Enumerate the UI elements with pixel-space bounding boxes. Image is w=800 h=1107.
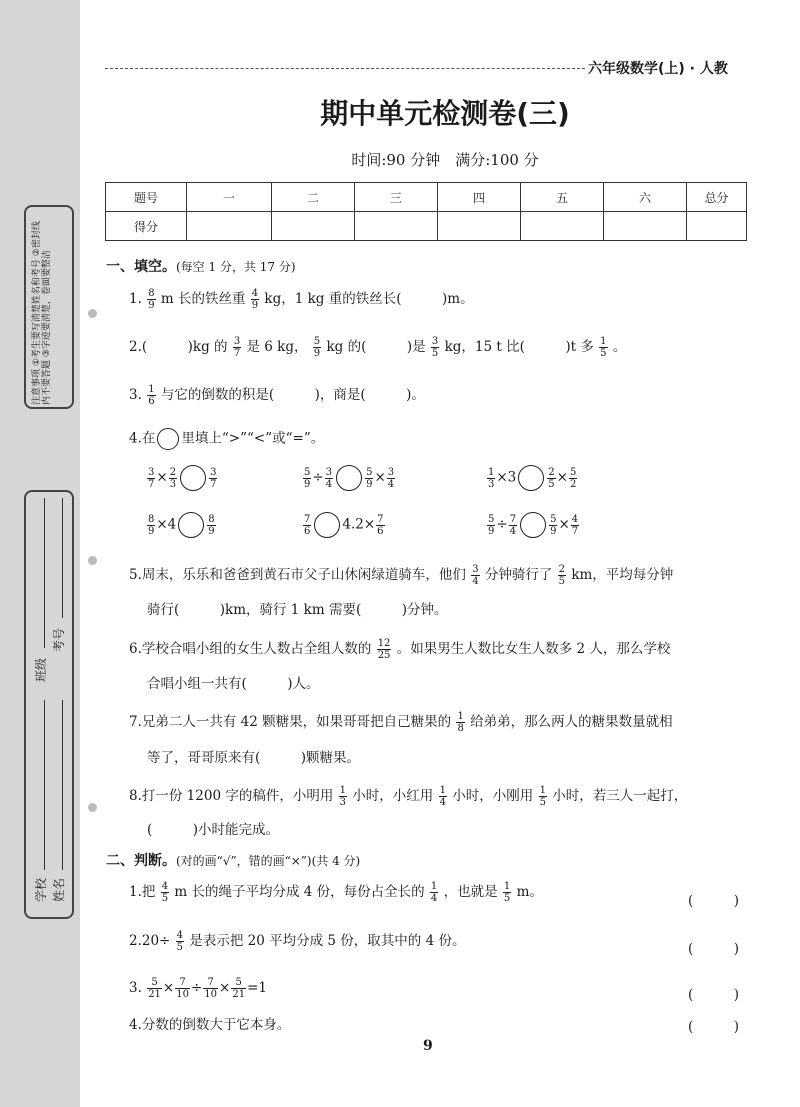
- fraction: [430, 881, 438, 904]
- operator: ×: [556, 469, 568, 486]
- q-text: 与它的倒数的积是( )，商是( )。: [160, 387, 425, 403]
- compare-circle[interactable]: [336, 465, 362, 491]
- frac-num: 1: [439, 785, 446, 796]
- frac-num: 8: [148, 288, 155, 299]
- section-note: (对的画“√”，错的画“×”)(共 4 分): [176, 854, 361, 868]
- frac-den: 4: [387, 478, 395, 490]
- compare-item: [302, 465, 396, 491]
- class-label: 班级: [34, 657, 48, 682]
- fraction: [365, 467, 373, 490]
- frac-den: 5: [539, 797, 546, 808]
- frac-den: 9: [313, 348, 321, 359]
- fraction: [571, 514, 579, 537]
- question-1-4: [129, 428, 324, 450]
- fraction: [175, 977, 190, 1000]
- q-text: 小时，小刚用: [452, 788, 534, 804]
- frac-den: 6: [148, 396, 155, 407]
- fraction: [209, 467, 217, 490]
- binding-hole-icon: [88, 556, 97, 565]
- fraction: [313, 336, 321, 359]
- frac-num: 5: [304, 466, 311, 478]
- book-header: 六年级数学(上) · 人教: [588, 61, 728, 77]
- q-number: 1.: [129, 291, 142, 307]
- question-1-7: [129, 711, 673, 734]
- question-2-1: [129, 881, 543, 904]
- q-text: 。如果男生人数比女生人数多 2 人，那么学校: [396, 641, 671, 657]
- frac-num: 1: [339, 785, 346, 796]
- frac-den: 9: [148, 300, 155, 311]
- question-1-8: [129, 785, 687, 808]
- answer-parentheses[interactable]: ( ): [688, 893, 740, 909]
- fraction: [176, 930, 184, 953]
- q-text: 5.周末，乐乐和爸爸到黄石市父子山休闲绿道骑车，他们: [129, 567, 466, 583]
- frac-den: 21: [232, 989, 246, 1000]
- notice-box: [24, 205, 74, 409]
- section-title-text: 二、判断。: [106, 853, 176, 869]
- compare-item: [146, 465, 218, 491]
- frac-num: 1: [148, 384, 155, 395]
- q-text: 2.20÷: [129, 933, 171, 949]
- compare-circle[interactable]: [520, 512, 546, 538]
- fraction: [456, 711, 464, 734]
- q-text: m 长的铁丝重: [160, 291, 246, 307]
- fraction: [599, 336, 607, 359]
- section-judge-title: [106, 850, 360, 870]
- frac-den: 5: [176, 942, 184, 953]
- q-text: kg 的( )是: [326, 339, 426, 355]
- exam-info: 时间:90 分钟 满分:100 分: [351, 151, 539, 169]
- frac-num: 1: [539, 785, 546, 796]
- frac-num: 12: [377, 638, 391, 649]
- score-table-cell: 三: [355, 183, 438, 212]
- exam-number-label: 考号: [52, 627, 66, 652]
- class-line: [44, 498, 45, 648]
- frac-den: 10: [176, 989, 189, 1000]
- question-1-6-line2: 合唱小组一共有( )人。: [147, 676, 320, 692]
- frac-num: 3: [431, 336, 439, 347]
- compare-circle[interactable]: [314, 512, 340, 538]
- q-text: ×3: [496, 469, 517, 486]
- frac-den: 9: [488, 525, 495, 537]
- score-input-cell[interactable]: [687, 212, 747, 241]
- frac-den: 4: [509, 525, 517, 537]
- score-table-cell: 五: [521, 183, 604, 212]
- frac-den: 3: [339, 797, 346, 808]
- score-table-score-row: [106, 212, 747, 241]
- score-input-cell[interactable]: [187, 212, 272, 241]
- frac-num: 5: [550, 513, 557, 525]
- frac-den: 5: [548, 478, 555, 490]
- frac-den: 4: [439, 797, 446, 808]
- fraction: [169, 467, 177, 490]
- q-text: 分钟骑行了: [484, 567, 553, 583]
- frac-den: 9: [148, 525, 155, 537]
- student-info-fields: [30, 490, 68, 910]
- q-text: 小时，小红用: [352, 788, 434, 804]
- frac-num: 1: [430, 881, 438, 892]
- score-input-cell[interactable]: [355, 212, 438, 241]
- frac-num: 2: [548, 466, 555, 478]
- frac-den: 5: [431, 348, 439, 359]
- frac-den: 2: [569, 478, 577, 490]
- q-text: =1: [247, 980, 267, 996]
- frac-den: 4: [472, 576, 479, 587]
- compare-circle[interactable]: [178, 512, 204, 538]
- q-text: 4.2×: [342, 516, 376, 533]
- q-text: m 长的绳子平均分成 4 份，每份占全长的: [174, 884, 425, 900]
- page-title: 期中单元检测卷(三): [320, 97, 570, 130]
- frac-num: 2: [169, 466, 177, 478]
- fraction: [569, 467, 577, 490]
- fraction: [487, 467, 495, 490]
- frac-den: 7: [571, 525, 579, 537]
- fraction: [376, 514, 384, 537]
- q-text: m。: [516, 884, 543, 900]
- frac-num: 7: [509, 513, 517, 525]
- school-label: 学校: [34, 877, 48, 902]
- question-1-2: [129, 336, 626, 359]
- frac-num: 4: [161, 881, 169, 892]
- frac-num: 1: [488, 466, 495, 478]
- operator: ×: [558, 516, 570, 533]
- frac-den: 9: [366, 478, 373, 490]
- frac-den: 9: [550, 525, 557, 537]
- compare-circle[interactable]: [518, 465, 544, 491]
- frac-num: 3: [387, 466, 395, 478]
- frac-num: 4: [251, 288, 259, 299]
- operator: ×: [162, 980, 175, 996]
- fraction: [558, 564, 566, 587]
- frac-den: 9: [304, 478, 311, 490]
- operator: ÷: [312, 469, 324, 486]
- q-text: 小时，若三人一起打，: [552, 788, 688, 804]
- name-line: [62, 700, 63, 870]
- frac-num: 1: [457, 711, 464, 722]
- section-note: (每空 1 分，共 17 分): [176, 260, 296, 274]
- question-1-1: [129, 288, 474, 311]
- fraction: [147, 977, 162, 1000]
- q-text: 7.兄弟二人一共有 42 颗糖果，如果哥哥把自己糖果的: [129, 714, 452, 730]
- question-1-3: [129, 384, 425, 407]
- compare-item: [486, 512, 580, 538]
- score-input-cell[interactable]: [438, 212, 521, 241]
- frac-den: 6: [377, 525, 384, 537]
- fraction: [207, 514, 215, 537]
- fraction: [203, 977, 218, 1000]
- q-text: ，也就是: [443, 884, 498, 900]
- notice-text: 注意事项 ①考生要写清楚姓名和考号 ②密封线内不要答题 ③字迹要清楚，卷面要整洁: [32, 221, 52, 405]
- score-table: [105, 182, 747, 241]
- fraction: [147, 384, 155, 407]
- frac-den: 9: [251, 300, 259, 311]
- frac-den: 21: [148, 989, 161, 1000]
- frac-num: 7: [175, 977, 190, 989]
- page-number: 9: [423, 1038, 433, 1054]
- q-text: 是 6 kg，: [246, 339, 308, 355]
- compare-circle[interactable]: [180, 465, 206, 491]
- frac-num: 3: [325, 466, 333, 478]
- frac-num: 5: [231, 977, 246, 989]
- operator: ×: [219, 980, 231, 996]
- school-line: [44, 700, 45, 870]
- frac-num: 5: [569, 466, 577, 478]
- frac-num: 7: [377, 513, 384, 525]
- fraction: [503, 881, 511, 904]
- frac-num: 5: [147, 977, 162, 989]
- operator: ×: [374, 469, 386, 486]
- fraction: [509, 514, 517, 537]
- frac-num: 4: [571, 513, 579, 525]
- name-label: 姓名: [52, 877, 66, 902]
- question-1-8-line2: ( )小时能完成。: [147, 822, 280, 838]
- q-text: 是表示把 20 平均分成 5 份，取其中的 4 份。: [189, 933, 466, 949]
- score-table-cell: 一: [187, 183, 272, 212]
- fraction: [387, 467, 395, 490]
- frac-den: 3: [169, 478, 177, 490]
- fraction: [161, 881, 169, 904]
- student-info-box: [24, 490, 74, 919]
- exam-number-line: [62, 498, 63, 618]
- fraction: [147, 514, 155, 537]
- frac-den: 7: [233, 348, 241, 359]
- answer-parentheses[interactable]: ( ): [688, 987, 740, 1003]
- fraction: [431, 336, 439, 359]
- binding-hole-icon: [88, 309, 97, 318]
- q-text: 4.在: [129, 430, 156, 447]
- q-text: 给弟弟，那么两人的糖果数量就相: [470, 714, 673, 730]
- score-table-cell: 题号: [106, 183, 187, 212]
- operator: ×: [156, 469, 168, 486]
- fraction: [547, 467, 555, 490]
- frac-num: 5: [488, 513, 495, 525]
- frac-num: 7: [304, 513, 311, 525]
- fraction: [471, 564, 479, 587]
- score-input-cell[interactable]: [521, 212, 604, 241]
- score-table-cell: 得分: [106, 212, 187, 241]
- fraction: [147, 467, 155, 490]
- compare-item: [486, 465, 578, 491]
- circle-icon: [157, 428, 179, 450]
- fraction: [325, 467, 333, 490]
- score-table-cell: 总分: [687, 183, 747, 212]
- score-table-cell: 六: [604, 183, 687, 212]
- frac-den: 5: [161, 893, 169, 904]
- fraction: [303, 514, 311, 537]
- frac-den: 5: [558, 576, 566, 587]
- fraction: [549, 514, 557, 537]
- q-text: 1.把: [129, 884, 156, 900]
- fraction: [303, 467, 311, 490]
- frac-num: 3: [210, 466, 217, 478]
- q-text: ×4: [156, 516, 177, 533]
- frac-num: 4: [176, 930, 184, 941]
- fraction: [231, 977, 246, 1000]
- frac-den: 5: [503, 893, 511, 904]
- score-input-cell[interactable]: [272, 212, 355, 241]
- q-text: 2.( )kg 的: [129, 339, 228, 355]
- frac-den: 4: [325, 478, 333, 490]
- q-text: 8.打一份 1200 字的稿件，小明用: [129, 788, 334, 804]
- section-fill-in-title: [106, 256, 296, 276]
- frac-num: 3: [472, 564, 479, 575]
- frac-den: 7: [210, 478, 217, 490]
- frac-den: 3: [488, 478, 495, 490]
- q-text: kg，1 kg 重的铁丝长( )m。: [264, 291, 474, 307]
- frac-den: 10: [204, 989, 218, 1000]
- header-dashed-line: [105, 68, 585, 69]
- frac-num: 5: [366, 466, 373, 478]
- question-2-2: [129, 930, 465, 953]
- fraction: [439, 785, 447, 808]
- frac-num: 7: [203, 977, 218, 989]
- frac-num: 1: [503, 881, 511, 892]
- score-input-cell[interactable]: [604, 212, 687, 241]
- q-number: 3.: [129, 980, 142, 996]
- frac-num: 3: [233, 336, 241, 347]
- frac-num: 1: [600, 336, 607, 347]
- fraction: [251, 288, 259, 311]
- fraction: [147, 288, 155, 311]
- answer-parentheses[interactable]: ( ): [688, 941, 740, 957]
- question-1-5: [129, 564, 673, 587]
- binding-hole-icon: [88, 803, 97, 812]
- section-title-text: 一、填空。: [106, 259, 176, 275]
- frac-den: 25: [377, 650, 391, 661]
- q-number: 3.: [129, 387, 142, 403]
- question-1-7-line2: 等了，哥哥原来有( )颗糖果。: [147, 750, 361, 766]
- compare-item: [302, 512, 386, 538]
- fraction: [487, 514, 495, 537]
- operator: ÷: [190, 980, 203, 996]
- q-text: 6.学校合唱小组的女生人数占全组人数的: [129, 641, 372, 657]
- q-text: 里填上“>”“<”或“=”。: [181, 430, 325, 447]
- fraction: [339, 785, 347, 808]
- question-2-3: [129, 977, 267, 1000]
- operator: ÷: [496, 516, 508, 533]
- question-1-5-line2: 骑行( )km，骑行 1 km 需要( )分钟。: [147, 602, 448, 618]
- answer-parentheses[interactable]: ( ): [688, 1019, 740, 1035]
- q-text: kg，15 t 比( )t 多: [444, 339, 594, 355]
- score-table-header-row: [106, 183, 747, 212]
- q-text: km，平均每分钟: [571, 567, 674, 583]
- frac-den: 7: [148, 478, 155, 490]
- frac-num: 2: [558, 564, 566, 575]
- compare-item: [146, 512, 217, 538]
- fraction: [233, 336, 241, 359]
- frac-num: 8: [208, 513, 215, 525]
- frac-den: 6: [304, 525, 311, 537]
- frac-den: 8: [457, 723, 464, 734]
- score-table-cell: 二: [272, 183, 355, 212]
- frac-num: 8: [148, 513, 155, 525]
- question-2-4: 4.分数的倒数大于它本身。: [129, 1017, 291, 1033]
- question-1-6: [129, 638, 670, 661]
- frac-num: 3: [148, 466, 155, 478]
- fraction: [377, 638, 392, 661]
- score-table-cell: 四: [438, 183, 521, 212]
- frac-den: 9: [208, 525, 215, 537]
- fraction: [539, 785, 547, 808]
- frac-den: 4: [430, 893, 438, 904]
- frac-den: 5: [600, 348, 607, 359]
- q-text: 。: [612, 339, 627, 355]
- frac-num: 5: [313, 336, 321, 347]
